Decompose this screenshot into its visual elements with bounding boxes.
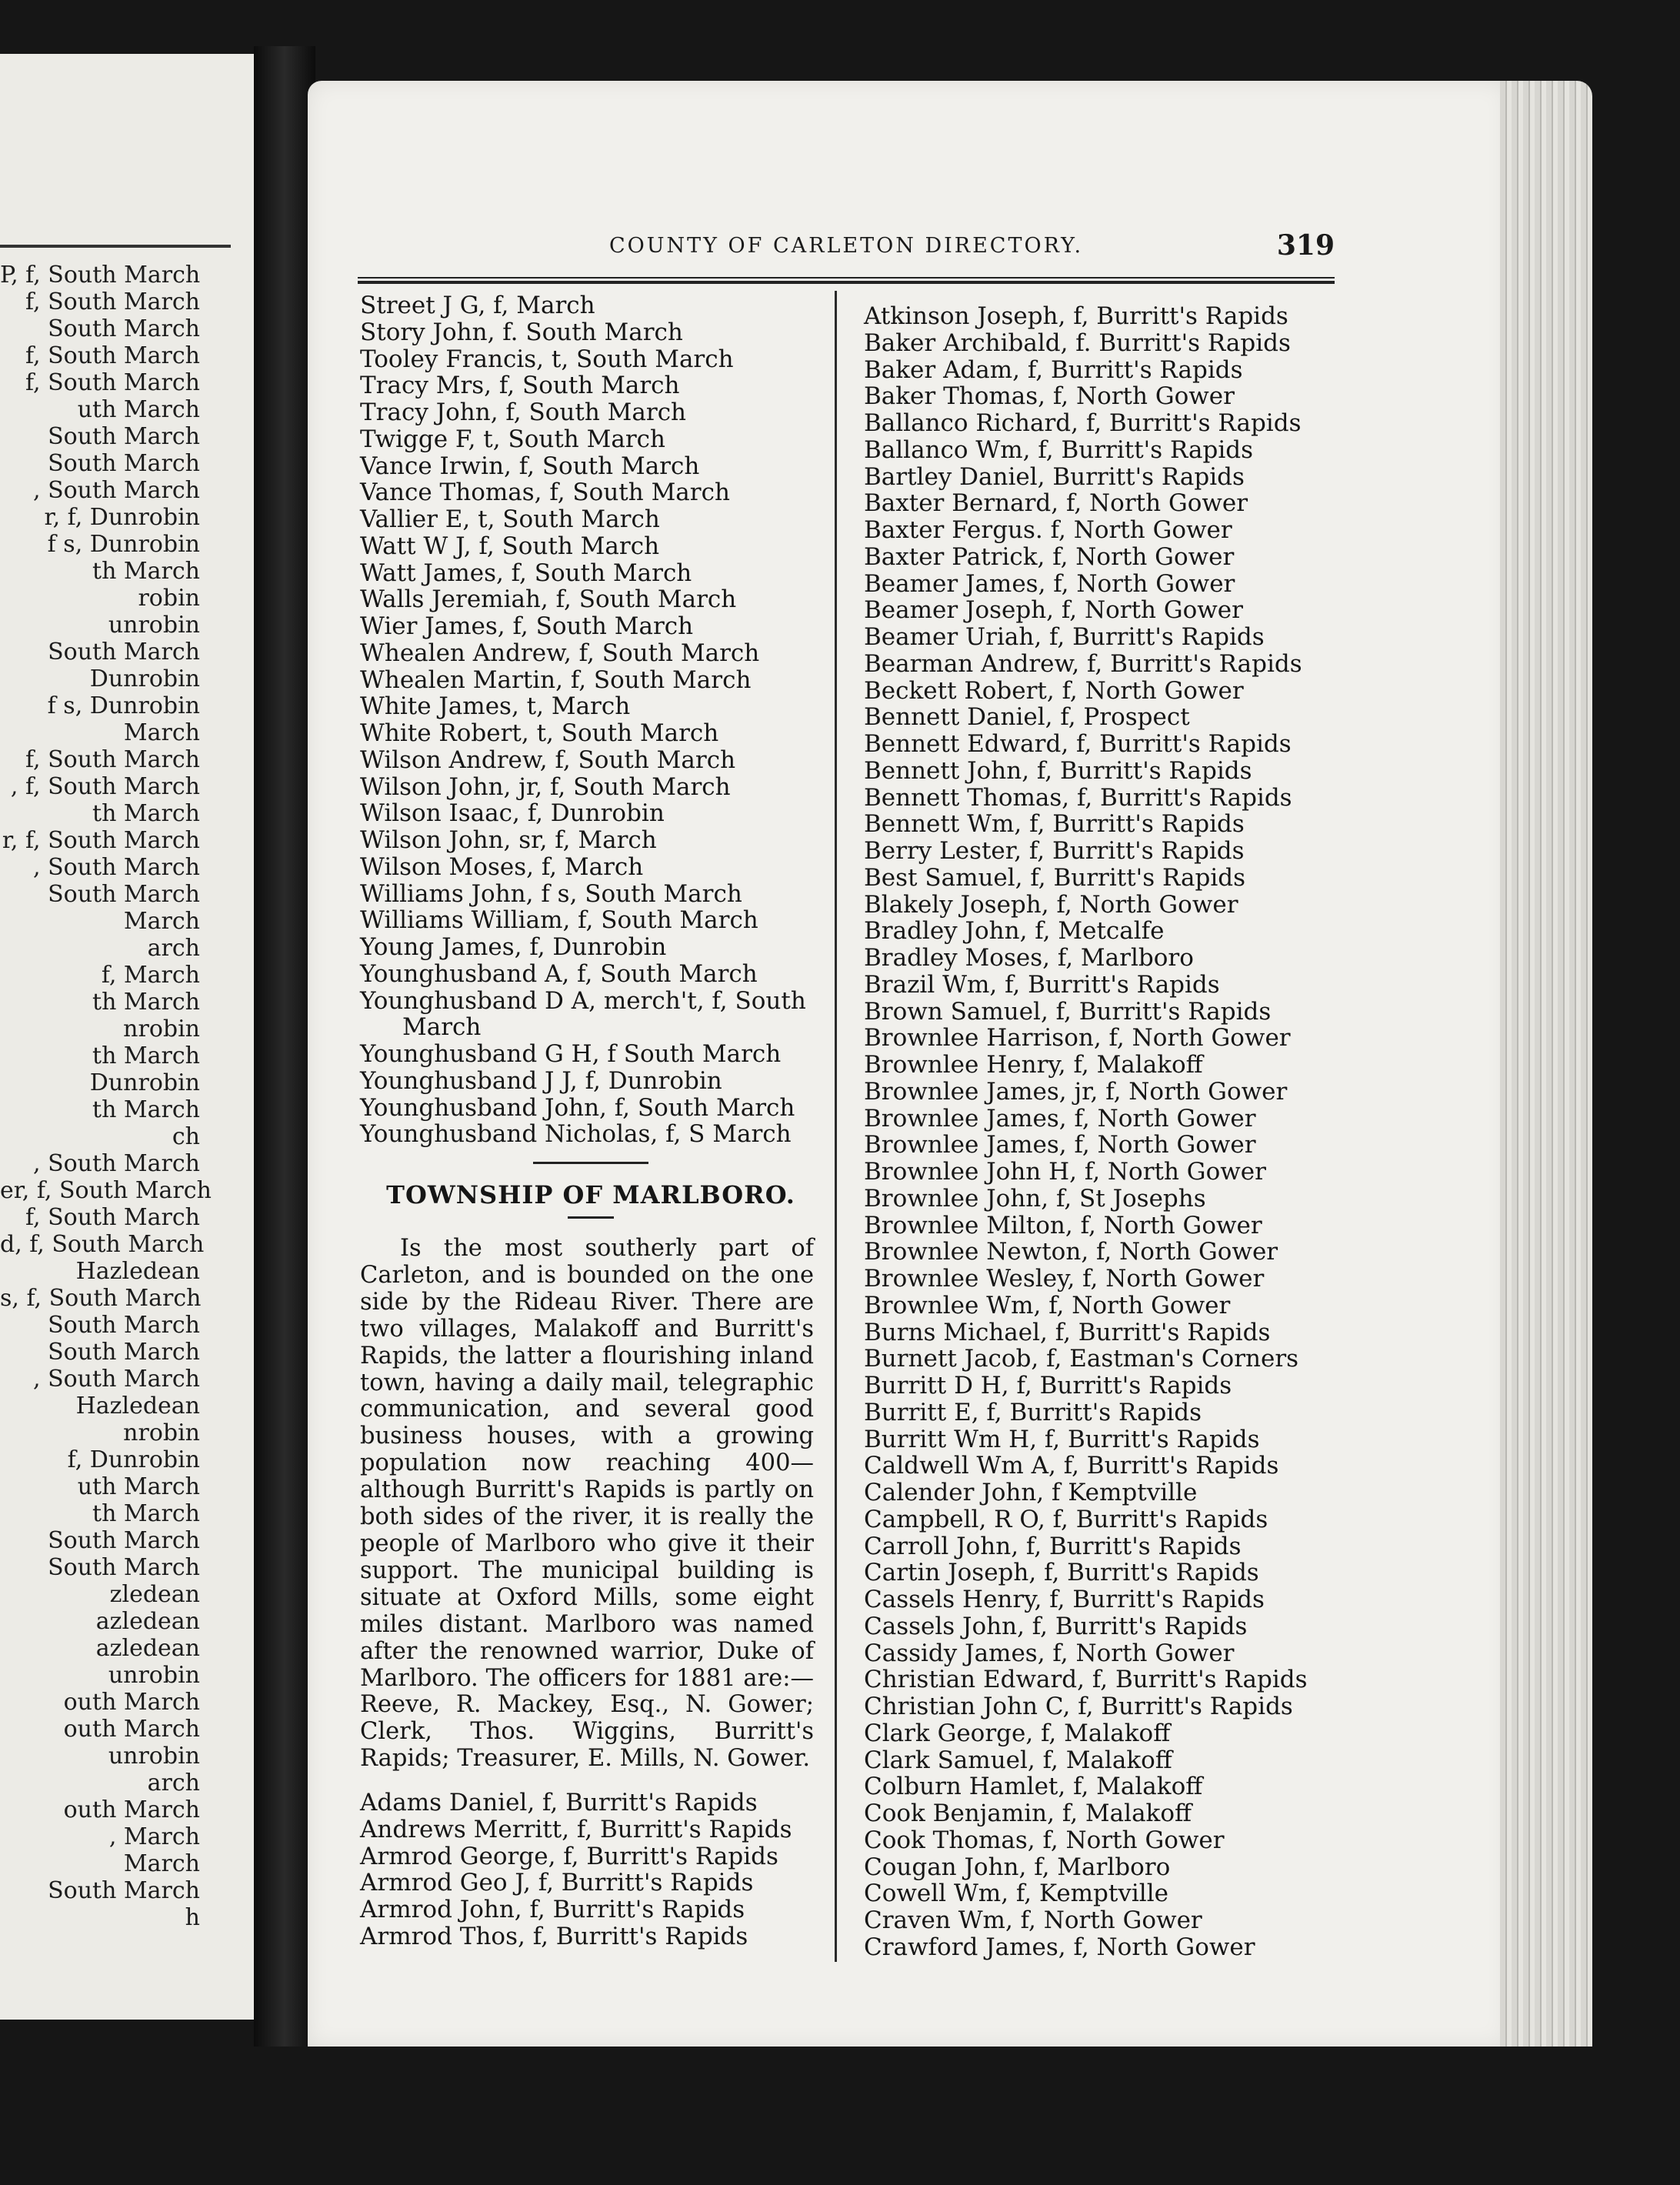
- directory-entry: Brownlee Henry, f, Malakoff: [864, 1051, 1203, 1079]
- directory-entry: Andrews Merritt, f, Burritt's Rapids: [360, 1815, 792, 1843]
- directory-entry: Cassels Henry, f, Burritt's Rapids: [864, 1586, 1265, 1613]
- directory-entry: Street J G, f, March: [360, 292, 595, 319]
- left-page-entry: South March: [48, 1877, 200, 1904]
- directory-entry: Cook Benjamin, f, Malakoff: [864, 1800, 1192, 1827]
- directory-entry: Bartley Daniel, Burritt's Rapids: [864, 462, 1245, 491]
- left-page-entry: , South March: [33, 1366, 200, 1393]
- directory-entry: Younghusband J J, f, Dunrobin: [360, 1066, 722, 1095]
- directory-entry: Tracy John, f, South March: [360, 399, 687, 426]
- section-separator: [533, 1162, 648, 1164]
- page-edges: [1500, 81, 1592, 2047]
- left-page-entry: Hazledean: [75, 1393, 200, 1419]
- directory-entry: Burritt E, f, Burritt's Rapids: [864, 1398, 1202, 1426]
- directory-entry: Crawford James, f, North Gower: [864, 1933, 1255, 1961]
- left-page-entry: h: [185, 1904, 200, 1931]
- directory-entry: Burnett Jacob, f, Eastman's Corners: [864, 1345, 1299, 1373]
- directory-entry: Baker Archibald, f. Burritt's Rapids: [864, 329, 1291, 357]
- directory-entry: Beamer Joseph, f, North Gower: [864, 596, 1243, 625]
- directory-entry: Tooley Francis, t, South March: [360, 345, 734, 373]
- directory-entry: Bennett Edward, f, Burritt's Rapids: [864, 730, 1292, 758]
- directory-entry: Brownlee Harrison, f, North Gower: [864, 1024, 1291, 1052]
- directory-entry: Cartin Joseph, f, Burritt's Rapids: [864, 1559, 1259, 1587]
- left-page-entry: azledean: [95, 1608, 200, 1635]
- left-page-entry: d, f, South March: [0, 1231, 205, 1258]
- left-page-entry: South March: [48, 1527, 200, 1554]
- section-title-underline: [568, 1216, 614, 1219]
- left-page-entry: f, South March: [25, 342, 200, 369]
- directory-entry: Blakely Joseph, f, North Gower: [864, 890, 1238, 919]
- left-page-entry: Hazledean: [75, 1258, 200, 1285]
- directory-entry: Beckett Robert, f, North Gower: [864, 676, 1244, 705]
- left-page-entry: uth March: [77, 396, 200, 423]
- directory-entry: Brownlee James, f, North Gower: [864, 1104, 1256, 1133]
- left-page-entry: th March: [92, 1500, 200, 1527]
- directory-entry: Bennett Thomas, f, Burritt's Rapids: [864, 783, 1292, 812]
- directory-entry-continuation: March: [402, 1013, 482, 1042]
- entries-after: [360, 1041, 822, 1148]
- directory-entry: Armrod Geo J, f, Burritt's Rapids: [360, 1869, 754, 1897]
- directory-entry: Bradley John, f, Metcalfe: [864, 917, 1165, 946]
- directory-entry: Brazil Wm, f, Burritt's Rapids: [864, 970, 1220, 999]
- directory-entry: Christian John C, f, Burritt's Rapids: [864, 1693, 1293, 1720]
- directory-entry: Brownlee Wesley, f, North Gower: [864, 1265, 1265, 1293]
- directory-entry: Cougan John, f, Marlboro: [864, 1853, 1171, 1881]
- directory-entry: Brownlee James, jr, f, North Gower: [864, 1077, 1288, 1106]
- directory-entry: Brown Samuel, f, Burritt's Rapids: [864, 997, 1272, 1026]
- directory-entry: Younghusband G H, f South March: [360, 1040, 782, 1068]
- left-page-entry: nrobin: [123, 1016, 200, 1042]
- left-page-entry: unrobin: [108, 612, 200, 639]
- directory-entry: Brownlee Newton, f, North Gower: [864, 1238, 1278, 1266]
- directory-entry: Whealen Andrew, f, South March: [360, 639, 760, 667]
- left-page-entry: azledean: [95, 1635, 200, 1662]
- running-title: COUNTY OF CARLETON DIRECTORY.: [608, 234, 1084, 258]
- directory-entry: Twigge F, t, South March: [360, 425, 665, 453]
- directory-entry: Bennett Daniel, f, Prospect: [864, 703, 1190, 732]
- directory-entry: Beamer James, f, North Gower: [864, 569, 1235, 598]
- left-page-entry: f, March: [101, 962, 200, 989]
- left-page-entry: arch: [147, 1770, 200, 1796]
- left-page-entry: th March: [92, 558, 200, 585]
- left-page-entry: f s, Dunrobin: [47, 692, 200, 719]
- left-page-entry: March: [123, 1850, 200, 1877]
- directory-entry: Baxter Patrick, f, North Gower: [864, 542, 1235, 571]
- directory-entry: Wier James, f, South March: [360, 612, 694, 640]
- section-paragraph: Is the most southerly part of Carleton, and is bounded on the one side by the Rideau River. There are two villages, Malakoff and Burritt's Rapids, the latter a flourishing inland town, having a daily mail, telegraphic communication, and several good business houses, with a growing population now reaching 400—although Burritt's Rapids is partly on both sides of the river, it is really the people of Marlboro who give it their support. The municipal building is situate at Oxford Mills, some eight miles distant. Marlboro was named after the renowned warrior, Duke of Marlboro. The officers for 1881 are:—Reeve, R. Mackey, Esq., N. Gower; Clerk, Thos. Wiggins, Burritt's Rapids; Treasurer, E. Mills, N. Gower.: [360, 1235, 814, 1773]
- running-header: [358, 229, 1335, 268]
- directory-column-2: [864, 303, 1325, 1961]
- directory-entry: White James, t, March: [360, 692, 631, 721]
- left-page-entry: Dunrobin: [89, 1069, 200, 1096]
- directory-entry: Ballanco Richard, f, Burritt's Rapids: [864, 409, 1302, 437]
- marlboro-entries: [360, 1790, 822, 1950]
- left-page-entry: f s, Dunrobin: [47, 531, 200, 558]
- directory-entry: Vance Irwin, f, South March: [360, 452, 700, 480]
- left-page-entry: , March: [108, 1823, 200, 1850]
- directory-entry: Brownlee John H, f, North Gower: [864, 1158, 1266, 1186]
- directory-entry: Cook Thomas, f, North Gower: [864, 1826, 1225, 1854]
- left-page-entry: South March: [48, 450, 200, 477]
- directory-entry: Young James, f, Dunrobin: [360, 933, 667, 961]
- left-page-entry: , f, South March: [10, 773, 200, 800]
- header-rule: [358, 277, 1335, 284]
- directory-entry: Armrod George, f, Burritt's Rapids: [360, 1842, 778, 1870]
- directory-entry: Bearman Andrew, f, Burritt's Rapids: [864, 649, 1302, 678]
- entries-before: [360, 292, 822, 988]
- directory-entry: Wilson John, sr, f, March: [360, 826, 657, 854]
- directory-entry: Burns Michael, f, Burritt's Rapids: [864, 1318, 1271, 1346]
- directory-entry: Colburn Hamlet, f, Malakoff: [864, 1773, 1203, 1801]
- directory-entry: Williams John, f s, South March: [360, 879, 742, 908]
- directory-entry: Armrod John, f, Burritt's Rapids: [360, 1896, 745, 1924]
- left-page-entry: , South March: [33, 854, 200, 881]
- directory-entry: Berry Lester, f, Burritt's Rapids: [864, 837, 1245, 865]
- directory-entry: Wilson Andrew, f, South March: [360, 746, 736, 774]
- left-page-rule: [0, 245, 231, 248]
- directory-entry: Baker Thomas, f, North Gower: [864, 382, 1235, 411]
- book-gutter: [254, 46, 315, 2047]
- directory-entry: Bennett John, f, Burritt's Rapids: [864, 756, 1252, 785]
- directory-entry: Baker Adam, f, Burritt's Rapids: [864, 355, 1243, 384]
- directory-entry: Younghusband A, f, South March: [360, 959, 758, 988]
- directory-entry: Younghusband Nicholas, f, S March: [360, 1120, 792, 1149]
- left-page-list: [0, 262, 246, 1931]
- left-page-entry: , South March: [33, 1150, 200, 1177]
- directory-entry: Baxter Bernard, f, North Gower: [864, 489, 1248, 518]
- left-page-entry: f, Dunrobin: [67, 1446, 200, 1473]
- left-page-entry: South March: [48, 1554, 200, 1581]
- left-page: [0, 54, 254, 2020]
- left-page-entry: March: [123, 719, 200, 746]
- directory-entry: Cassels John, f, Burritt's Rapids: [864, 1612, 1248, 1640]
- left-page-entry: f, South March: [25, 289, 200, 315]
- directory-entry: Bennett Wm, f, Burritt's Rapids: [864, 810, 1245, 839]
- directory-entry: Younghusband John, f, South March: [360, 1093, 795, 1122]
- left-page-entry: th March: [92, 800, 200, 827]
- left-page-entry: th March: [92, 1042, 200, 1069]
- directory-entry: Brownlee James, f, North Gower: [864, 1131, 1256, 1159]
- directory-entry: Walls Jeremiah, f, South March: [360, 585, 737, 614]
- directory-entry: Clark Samuel, f, Malakoff: [864, 1746, 1172, 1774]
- directory-entry: Beamer Uriah, f, Burritt's Rapids: [864, 623, 1265, 651]
- directory-entry: Tracy Mrs, f, South March: [360, 372, 680, 400]
- left-page-entry: South March: [48, 639, 200, 666]
- left-page-entry: South March: [48, 881, 200, 908]
- directory-entry: Burritt Wm H, f, Burritt's Rapids: [864, 1425, 1260, 1453]
- left-page-entry: r, f, Dunrobin: [44, 504, 200, 531]
- left-page-entry: unrobin: [108, 1662, 200, 1689]
- left-page-entry: arch: [147, 935, 200, 962]
- left-page-entry: South March: [48, 315, 200, 342]
- directory-entry: Brownlee John, f, St Josephs: [864, 1184, 1206, 1213]
- left-page-entry: P, f, South March: [0, 262, 201, 289]
- left-page-entry: March: [123, 908, 200, 935]
- left-page-entry: , South March: [33, 477, 200, 504]
- left-page-entry: Dunrobin: [89, 666, 200, 692]
- left-page-entry: robin: [138, 585, 200, 612]
- directory-entry: Vance Thomas, f, South March: [360, 479, 730, 507]
- directory-entry: Wilson Isaac, f, Dunrobin: [360, 799, 665, 828]
- directory-entry: Craven Wm, f, North Gower: [864, 1906, 1202, 1934]
- directory-entry: Williams William, f, South March: [360, 906, 758, 935]
- directory-entry: Cowell Wm, f, Kemptville: [864, 1880, 1168, 1908]
- directory-entry: Adams Daniel, f, Burritt's Rapids: [360, 1789, 758, 1817]
- directory-entry: Ballanco Wm, f, Burritt's Rapids: [864, 435, 1254, 464]
- left-page-entry: outh March: [63, 1716, 200, 1743]
- directory-entry: Calender John, f Kemptville: [864, 1479, 1198, 1506]
- directory-entry: Whealen Martin, f, South March: [360, 666, 752, 694]
- directory-entry: Brownlee Milton, f, North Gower: [864, 1211, 1262, 1239]
- directory-entry: Bradley Moses, f, Marlboro: [864, 944, 1194, 972]
- directory-entry: White Robert, t, South March: [360, 719, 719, 747]
- directory-entry: Caldwell Wm A, f, Burritt's Rapids: [864, 1452, 1279, 1480]
- left-page-entry: f, South March: [25, 746, 200, 773]
- directory-entry: Best Samuel, f, Burritt's Rapids: [864, 863, 1246, 892]
- directory-entry: Carroll John, f, Burritt's Rapids: [864, 1532, 1242, 1560]
- directory-entry: Watt W J, f, South March: [360, 532, 660, 560]
- left-page-entry: nrobin: [123, 1419, 200, 1446]
- directory-entry: Atkinson Joseph, f, Burritt's Rapids: [864, 302, 1288, 330]
- directory-entry: Brownlee Wm, f, North Gower: [864, 1291, 1231, 1319]
- left-page-entry: s, f, South March: [0, 1285, 202, 1312]
- directory-entry: Armrod Thos, f, Burritt's Rapids: [360, 1922, 748, 1950]
- left-page-entry: er, f, South March: [0, 1177, 212, 1204]
- left-page-entry: ch: [172, 1123, 200, 1150]
- left-page-entry: th March: [92, 1096, 200, 1123]
- directory-entry: Watt James, f, South March: [360, 559, 692, 587]
- left-page-entry: f, South March: [25, 369, 200, 396]
- left-page-entry: outh March: [63, 1796, 200, 1823]
- directory-entry: Story John, f. South March: [360, 318, 683, 346]
- left-page-entry: South March: [48, 1339, 200, 1366]
- left-page-entry: South March: [48, 423, 200, 450]
- left-page-entry: zledean: [109, 1581, 200, 1608]
- column-divider: [835, 291, 837, 1962]
- left-page-entry: outh March: [63, 1689, 200, 1716]
- directory-entry: Cassidy James, f, North Gower: [864, 1639, 1235, 1667]
- directory-column-1: [360, 292, 822, 1950]
- left-page-entry: unrobin: [108, 1743, 200, 1770]
- left-page-entry: f, South March: [25, 1204, 200, 1231]
- section-title: TOWNSHIP OF MARLBORO.: [386, 1180, 795, 1209]
- directory-entry: Wilson Moses, f, March: [360, 852, 644, 881]
- left-page-entry: South March: [48, 1312, 200, 1339]
- directory-entry: Vallier E, t, South March: [360, 505, 660, 533]
- directory-entry: Wilson John, jr, f, South March: [360, 772, 731, 801]
- left-page-entry: uth March: [77, 1473, 200, 1500]
- left-page-entry: r, f, South March: [2, 827, 200, 854]
- directory-entry: Campbell, R O, f, Burritt's Rapids: [864, 1505, 1268, 1533]
- directory-entry: Baxter Fergus. f, North Gower: [864, 516, 1232, 544]
- page-number: 319: [1276, 229, 1335, 262]
- directory-entry: Burritt D H, f, Burritt's Rapids: [864, 1372, 1232, 1399]
- directory-entry: Christian Edward, f, Burritt's Rapids: [864, 1666, 1308, 1694]
- left-page-entry: th March: [92, 989, 200, 1016]
- directory-entry: Younghusband D A, merch't, f, South: [360, 986, 806, 1015]
- directory-entry: Clark George, f, Malakoff: [864, 1719, 1171, 1747]
